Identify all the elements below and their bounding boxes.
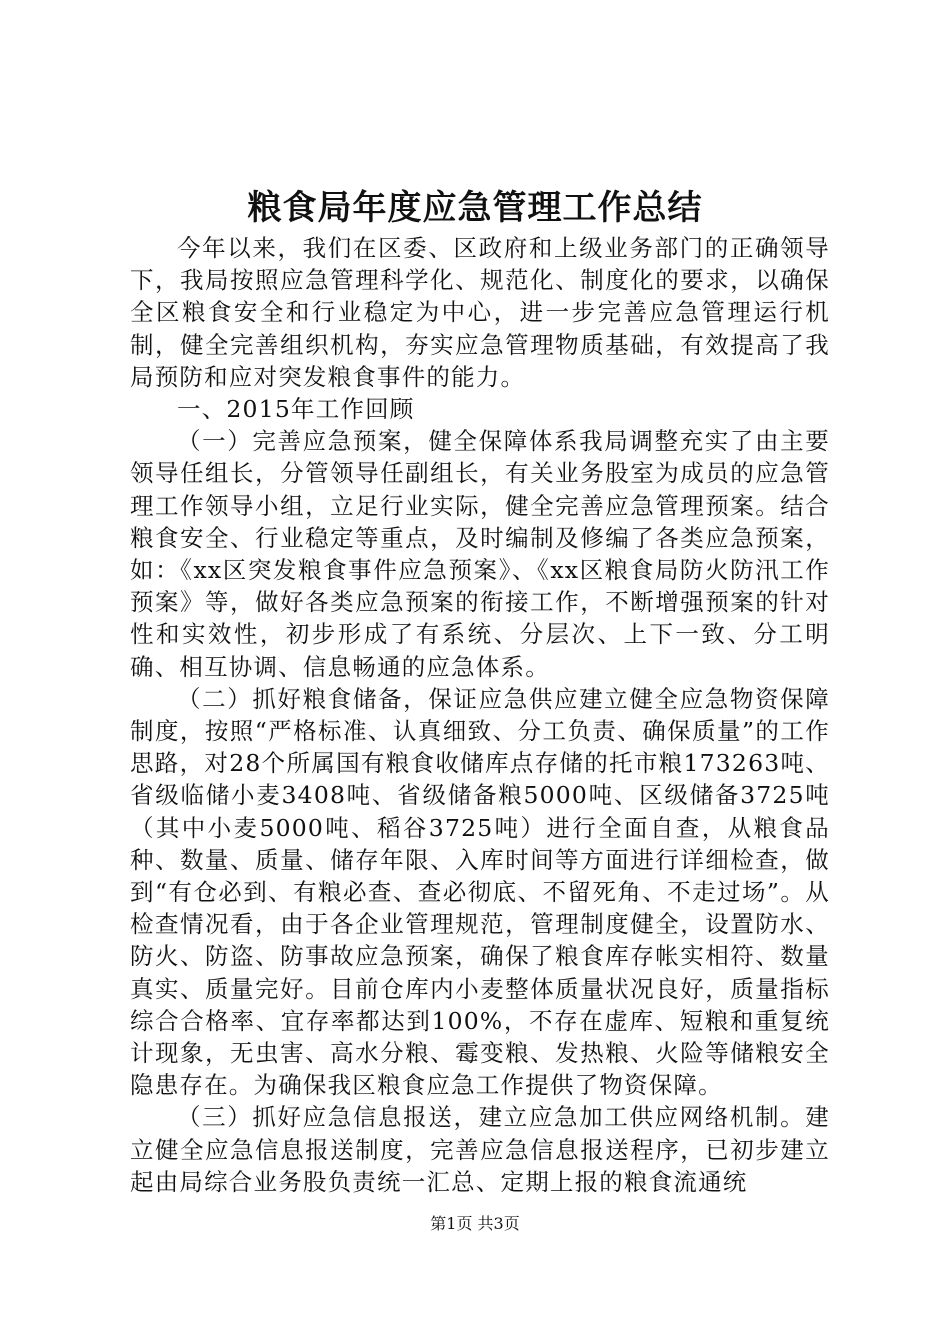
page-number-footer: 第1页 共3页 xyxy=(430,1214,520,1233)
paragraph-emergency-plan: （一）完善应急预案，健全保障体系我局调整充实了由主要领导任组长，分管领导任副组长，有关业务股室为成员的应急管理工作领导小组，立足行业实际，健全完善应急管理预案。结合粮食安全、行业稳定等重点，及时编制及修编了各类应急预案，如：《xx区突发粮食事件应急预案》、《xx区粮食局防火防汛工作预案》等，做好各类应急预案的衔接工作，不断增强预案的针对性和实效性，初步形成了有系统、分层次、上下一致、分工明确、相互协调、信息畅通的应急体系。 xyxy=(130,427,830,681)
intro-paragraph: 今年以来，我们在区委、区政府和上级业务部门的正确领导下，我局按照应急管理科学化、规范化、制度化的要求，以确保全区粮食安全和行业稳定为中心，进一步完善应急管理运行机制，健全完善组织机构，夯实应急管理物质基础，有效提高了我局预防和应对突发粮食事件的能力。 xyxy=(130,234,830,391)
paragraph-info-reporting: （三）抓好应急信息报送，建立应急加工供应网络机制。建立健全应急信息报送制度，完善应急信息报送程序，已初步建立起由局综合业务股负责统一汇总、定期上报的粮食流通统 xyxy=(130,1103,830,1196)
document-title: 粮食局年度应急管理工作总结 xyxy=(247,188,703,228)
section-heading-review: 一、2015年工作回顾 xyxy=(177,395,415,424)
document-body xyxy=(130,232,830,1198)
paragraph-grain-reserve: （二）抓好粮食储备，保证应急供应建立健全应急物资保障制度，按照“严格标准、认真细致、分工负责、确保质量”的工作思路，对28个所属国有粮食收储库点存储的托市粮173263吨、省级临储小麦3408吨、省级储备粮5000吨、区级储备3725吨（其中小麦5000吨、稻谷3725吨）进行全面自查，从粮食品种、数量、质量、储存年限、入库时间等方面进行详细检查，做到“有仓必到、有粮必查、查必彻底、不留死角、不走过场”。从检查情况看，由于各企业管理规范，管理制度健全，设置防水、防火、防盗、防事故应急预案，确保了粮食库存帐实相符、数量真实、质量完好。目前仓库内小麦整体质量状况良好，质量指标综合合格率、宜存率都达到100%，不存在虚库、短粮和重复统计现象，无虫害、高水分粮、霉变粮、发热粮、火险等储粮安全隐患存在。为确保我区粮食应急工作提供了物资保障。 xyxy=(130,684,830,1100)
